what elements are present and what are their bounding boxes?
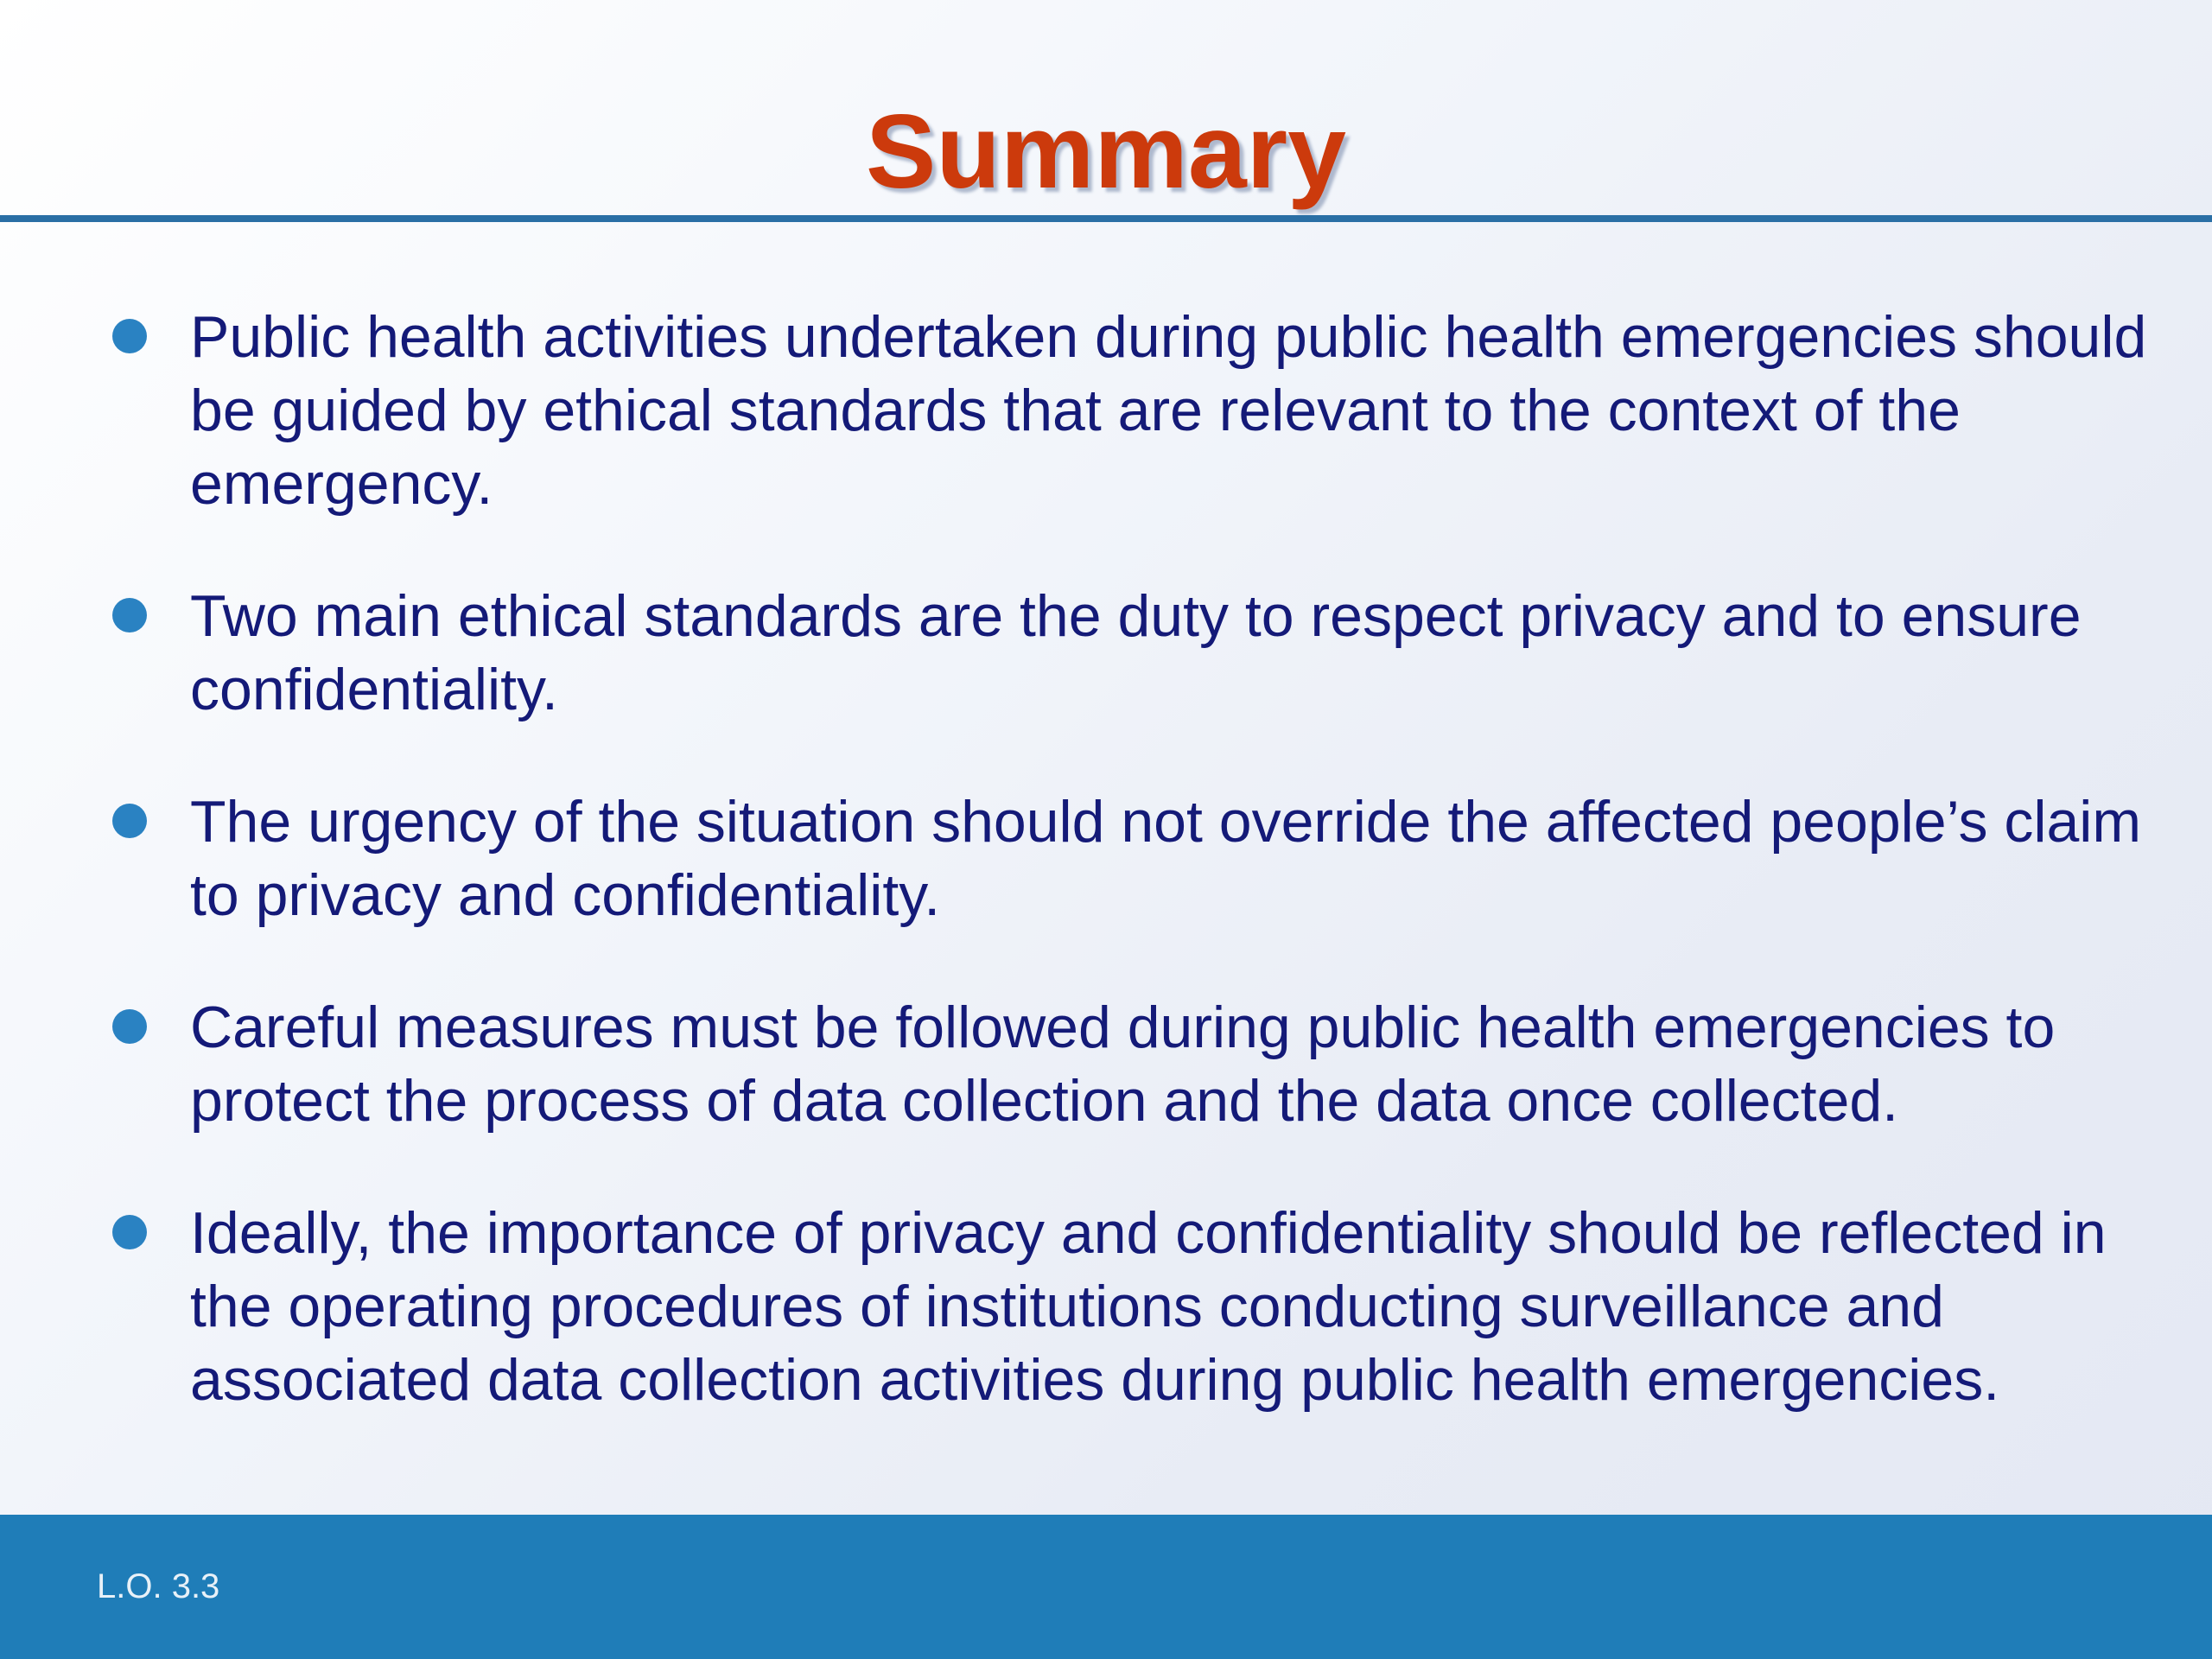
bullet-text: Public health activities undertaken during public health emergencies should be guided by ethical standards that are relevant to the context of the emergency.	[190, 304, 2147, 517]
footer-label: L.O. 3.3	[97, 1567, 220, 1605]
bullet-list	[0, 301, 2212, 1476]
bullet-dot-icon	[112, 319, 147, 353]
bullet-dot-icon	[112, 598, 147, 632]
bullet-text: Ideally, the importance of privacy and confidentiality should be reflected in the operating procedures of institutions conducting surveillance and associated data collection activities during public health emergencies.	[190, 1200, 2107, 1413]
bullet-dot-icon	[112, 1009, 147, 1044]
bullet-item	[0, 301, 2212, 521]
footer-bar	[0, 1515, 2212, 1659]
bullet-item	[0, 785, 2212, 932]
bullet-dot-icon	[112, 1215, 147, 1249]
bullet-item	[0, 991, 2212, 1138]
title-divider	[0, 215, 2212, 222]
bullet-item	[0, 1197, 2212, 1417]
slide-title: Summary	[865, 92, 1347, 210]
bullet-text: Two main ethical standards are the duty to respect privacy and to ensure confidentiality.	[190, 583, 2082, 722]
bullet-text: Careful measures must be followed during public health emergencies to protect the process of data collection and the data once collected.	[190, 995, 2056, 1134]
bullet-text: The urgency of the situation should not override the affected people’s claim to privacy and confidentiality.	[190, 789, 2142, 928]
bullet-item	[0, 580, 2212, 727]
bullet-dot-icon	[112, 804, 147, 838]
